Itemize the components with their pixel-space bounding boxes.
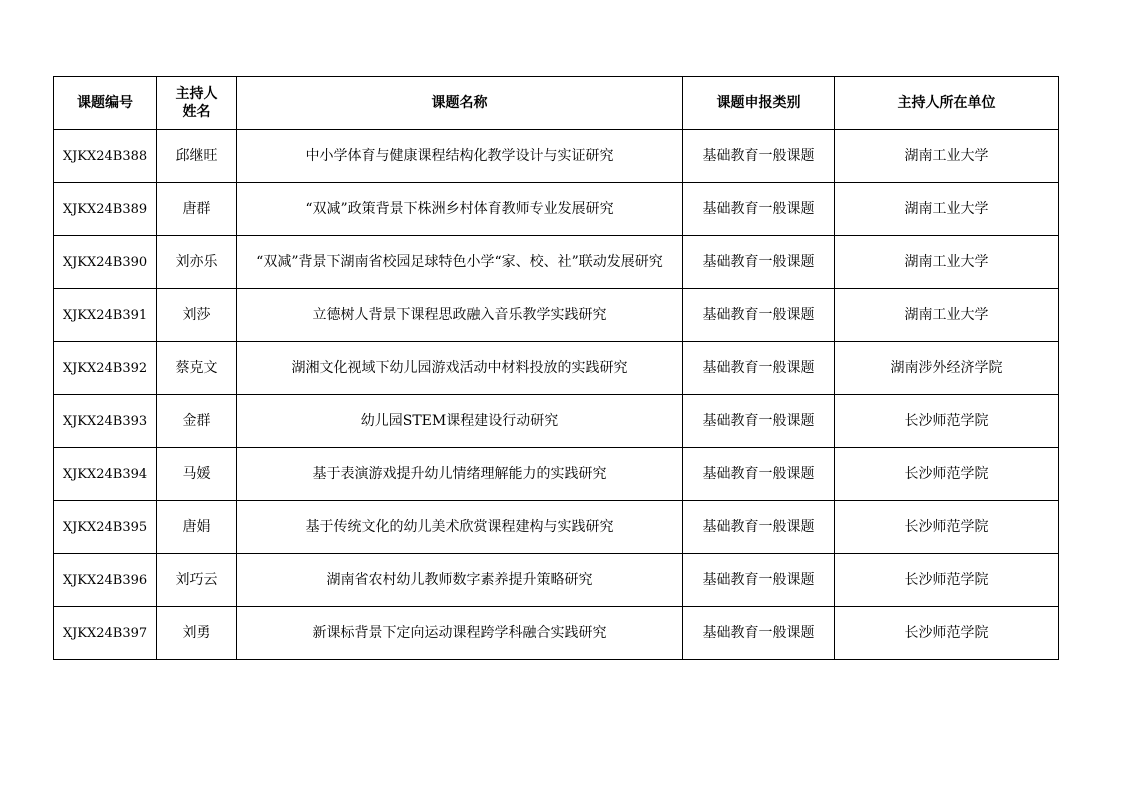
table-row bbox=[54, 501, 1059, 554]
cell-host: 唐群 bbox=[157, 183, 237, 236]
header-host-line2: 姓名 bbox=[182, 104, 211, 120]
header-category: 课题申报类别 bbox=[683, 77, 835, 130]
cell-category: 基础教育一般课题 bbox=[683, 607, 835, 660]
table-row bbox=[54, 448, 1059, 501]
cell-unit: 湖南工业大学 bbox=[835, 183, 1059, 236]
table-row bbox=[54, 342, 1059, 395]
cell-unit: 湖南工业大学 bbox=[835, 130, 1059, 183]
cell-host: 刘莎 bbox=[157, 289, 237, 342]
cell-host: 刘巧云 bbox=[157, 554, 237, 607]
cell-title: 基于表演游戏提升幼儿情绪理解能力的实践研究 bbox=[237, 448, 683, 501]
cell-code: XJKX24B390 bbox=[54, 236, 157, 289]
cell-code: XJKX24B393 bbox=[54, 395, 157, 448]
cell-title: “双减”政策背景下株洲乡村体育教师专业发展研究 bbox=[237, 183, 683, 236]
cell-code: XJKX24B391 bbox=[54, 289, 157, 342]
project-table bbox=[53, 76, 1059, 660]
cell-unit: 湖南涉外经济学院 bbox=[835, 342, 1059, 395]
cell-unit: 长沙师范学院 bbox=[835, 607, 1059, 660]
cell-category: 基础教育一般课题 bbox=[683, 183, 835, 236]
cell-code: XJKX24B396 bbox=[54, 554, 157, 607]
cell-title: 基于传统文化的幼儿美术欣赏课程建构与实践研究 bbox=[237, 501, 683, 554]
cell-unit: 长沙师范学院 bbox=[835, 501, 1059, 554]
cell-host: 金群 bbox=[157, 395, 237, 448]
cell-host: 马媛 bbox=[157, 448, 237, 501]
cell-title: 中小学体育与健康课程结构化教学设计与实证研究 bbox=[237, 130, 683, 183]
cell-host: 邱继旺 bbox=[157, 130, 237, 183]
header-row bbox=[54, 77, 1059, 130]
cell-category: 基础教育一般课题 bbox=[683, 554, 835, 607]
table-row bbox=[54, 130, 1059, 183]
cell-title: 幼儿园STEM课程建设行动研究 bbox=[237, 395, 683, 448]
cell-unit: 长沙师范学院 bbox=[835, 554, 1059, 607]
cell-code: XJKX24B389 bbox=[54, 183, 157, 236]
table-row bbox=[54, 607, 1059, 660]
cell-category: 基础教育一般课题 bbox=[683, 236, 835, 289]
table-row bbox=[54, 236, 1059, 289]
cell-category: 基础教育一般课题 bbox=[683, 448, 835, 501]
cell-title: 湖湘文化视域下幼儿园游戏活动中材料投放的实践研究 bbox=[237, 342, 683, 395]
cell-code: XJKX24B394 bbox=[54, 448, 157, 501]
cell-category: 基础教育一般课题 bbox=[683, 130, 835, 183]
cell-host: 刘勇 bbox=[157, 607, 237, 660]
cell-host: 唐娟 bbox=[157, 501, 237, 554]
cell-category: 基础教育一般课题 bbox=[683, 395, 835, 448]
cell-host: 刘亦乐 bbox=[157, 236, 237, 289]
cell-unit: 长沙师范学院 bbox=[835, 395, 1059, 448]
cell-unit: 湖南工业大学 bbox=[835, 236, 1059, 289]
table-row bbox=[54, 289, 1059, 342]
header-title: 课题名称 bbox=[237, 77, 683, 130]
cell-title: 立德树人背景下课程思政融入音乐教学实践研究 bbox=[237, 289, 683, 342]
cell-title: 湖南省农村幼儿教师数字素养提升策略研究 bbox=[237, 554, 683, 607]
header-code: 课题编号 bbox=[54, 77, 157, 130]
cell-code: XJKX24B395 bbox=[54, 501, 157, 554]
table-row bbox=[54, 395, 1059, 448]
cell-category: 基础教育一般课题 bbox=[683, 501, 835, 554]
cell-code: XJKX24B397 bbox=[54, 607, 157, 660]
cell-unit: 长沙师范学院 bbox=[835, 448, 1059, 501]
table-row bbox=[54, 183, 1059, 236]
cell-unit: 湖南工业大学 bbox=[835, 289, 1059, 342]
cell-host: 蔡克文 bbox=[157, 342, 237, 395]
cell-category: 基础教育一般课题 bbox=[683, 289, 835, 342]
table-row bbox=[54, 554, 1059, 607]
cell-code: XJKX24B392 bbox=[54, 342, 157, 395]
cell-code: XJKX24B388 bbox=[54, 130, 157, 183]
cell-title: 新课标背景下定向运动课程跨学科融合实践研究 bbox=[237, 607, 683, 660]
cell-category: 基础教育一般课题 bbox=[683, 342, 835, 395]
header-host-line1: 主持人 bbox=[175, 86, 218, 102]
header-host bbox=[157, 77, 237, 130]
cell-title: “双减”背景下湖南省校园足球特色小学“家、校、社”联动发展研究 bbox=[237, 236, 683, 289]
header-unit: 主持人所在单位 bbox=[835, 77, 1059, 130]
